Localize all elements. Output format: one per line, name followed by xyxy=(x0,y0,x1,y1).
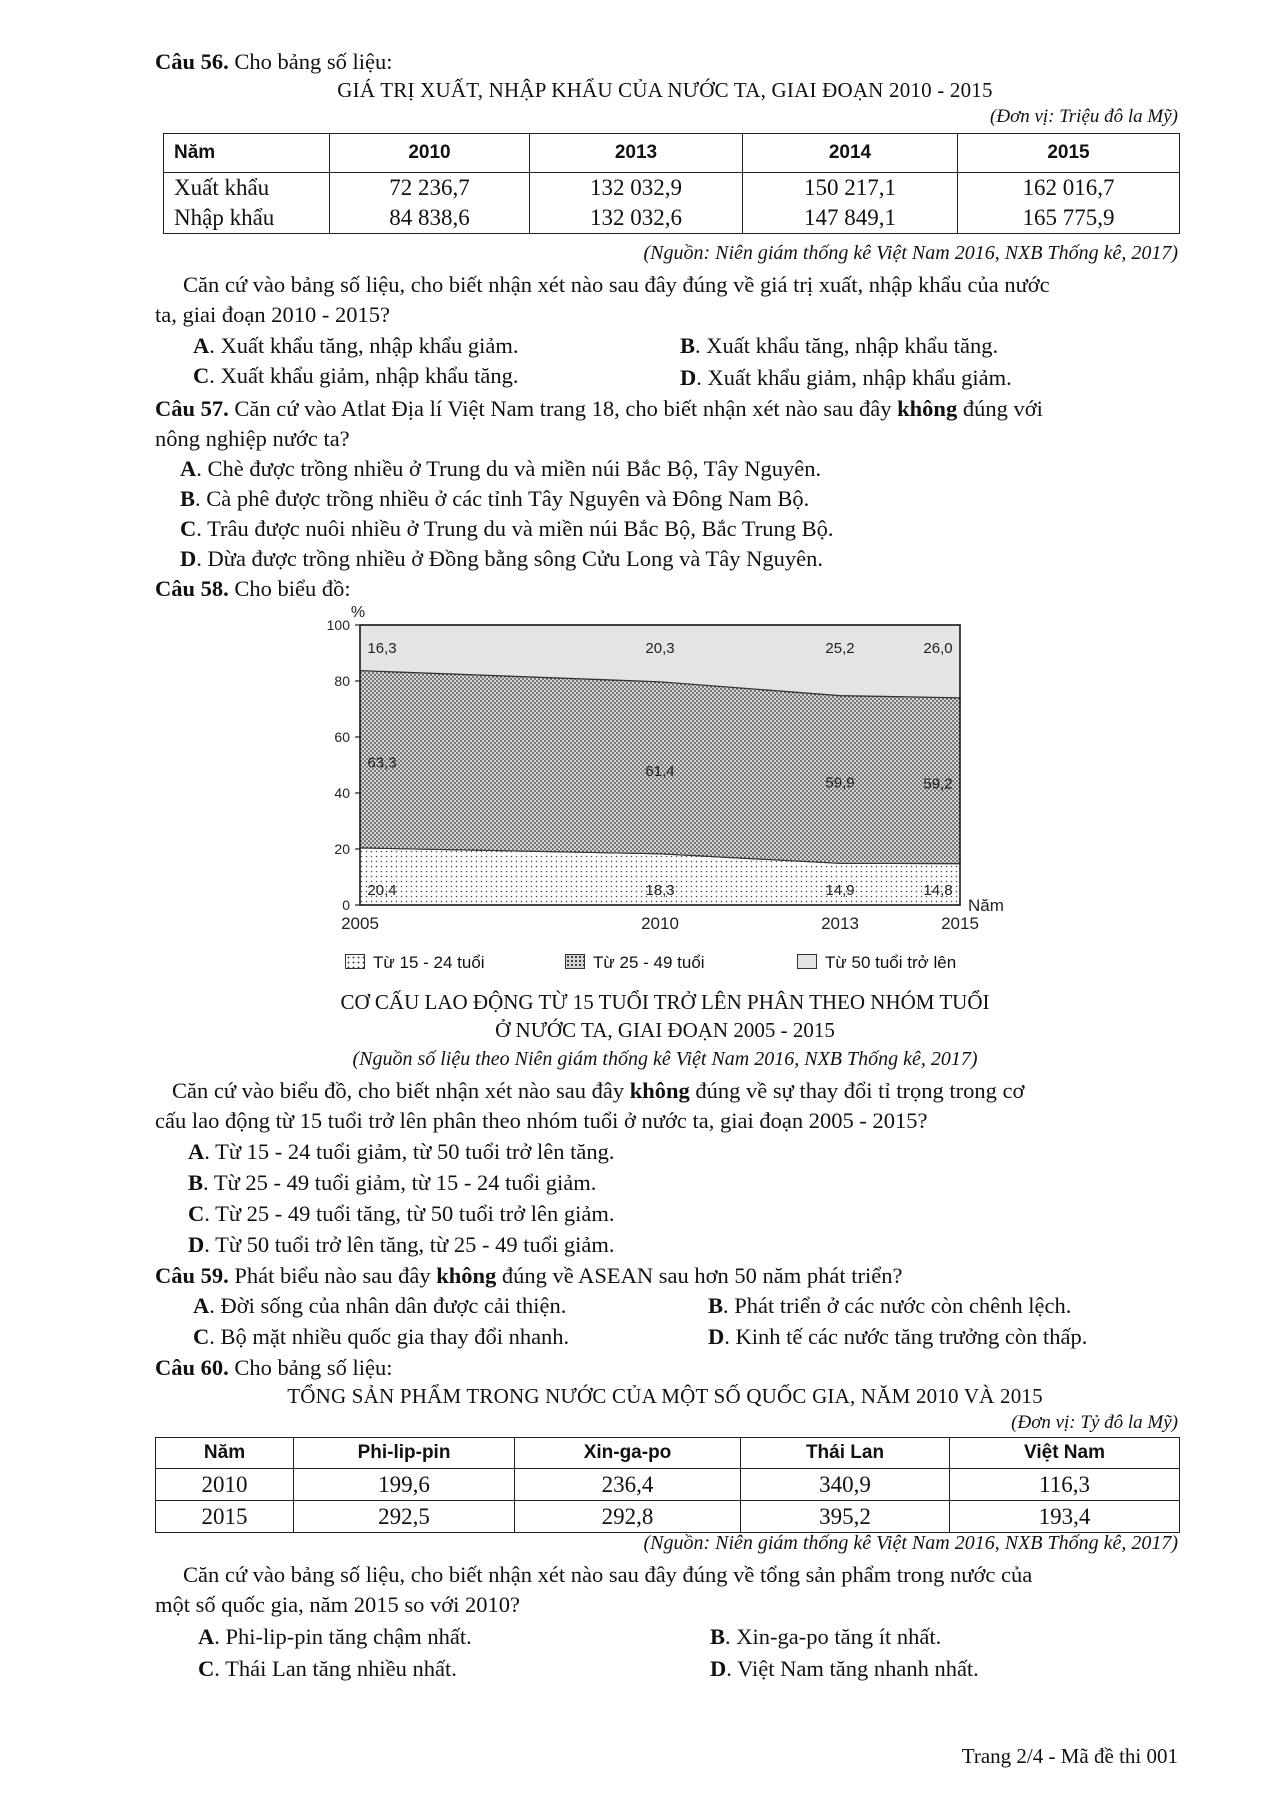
q59-number: Câu 59. xyxy=(155,1263,229,1288)
table-header-cell: Việt Nam xyxy=(950,1438,1180,1469)
q57-text: đúng với xyxy=(962,396,1043,421)
q60-table xyxy=(155,1437,1180,1533)
q59-text: đúng về ASEAN sau hơn 50 năm phát triển? xyxy=(501,1263,903,1288)
q56-option-a xyxy=(193,333,519,359)
q60-option-d xyxy=(710,1656,979,1682)
page-footer: Trang 2/4 - Mã đề thi 001 xyxy=(961,1744,1178,1768)
q56-table-title: GIÁ TRỊ XUẤT, NHẬP KHẨU CỦA NƯỚC TA, GIAI ĐOẠN 2010 - 2015 xyxy=(337,78,993,102)
option-key: C xyxy=(180,516,197,541)
table-cell: 84 838,6 xyxy=(330,203,530,234)
data-label: 18,3 xyxy=(645,882,675,899)
table-header-row xyxy=(164,134,1180,173)
q60-option-b xyxy=(710,1624,941,1650)
table-header-cell: Phi-lip-pin xyxy=(294,1438,515,1469)
y-tick-label: 100 xyxy=(326,617,350,633)
table-cell: 162 016,7 xyxy=(958,173,1180,204)
table-row xyxy=(156,1469,1180,1501)
table-cell: 72 236,7 xyxy=(330,173,530,204)
q58-option-c xyxy=(188,1201,614,1227)
option-text: . Từ 50 tuổi trở lên tăng, từ 25 - 49 tuổi giảm. xyxy=(204,1232,615,1257)
q60-number: Câu 60. xyxy=(155,1355,229,1380)
y-tick-label: 40 xyxy=(334,785,350,801)
q57-option-c xyxy=(180,516,834,542)
q56-question-line2: ta, giai đoạn 2010 - 2015? xyxy=(155,302,390,327)
data-label: 14,9 xyxy=(825,882,855,899)
q58-source: (Nguồn số liệu theo Niên giám thống kê Việt Nam 2016, NXB Thống kê, 2017) xyxy=(352,1048,978,1070)
option-text: . Dừa được trồng nhiều ở Đồng bằng sông Cửu Long và Tây Nguyên. xyxy=(196,546,823,571)
q57-question-line2: nông nghiệp nước ta? xyxy=(155,426,350,451)
data-label: 20,3 xyxy=(645,640,675,657)
data-label: 20,4 xyxy=(367,882,397,899)
q58-chart-title-line1: CƠ CẤU LAO ĐỘNG TỪ 15 TUỔI TRỞ LÊN PHÂN THEO NHÓM TUỔI xyxy=(340,990,990,1014)
y-tick-label: 60 xyxy=(334,729,350,745)
option-text: . Trâu được nuôi nhiều ở Trung du và miền núi Bắc Bộ, Bắc Trung Bộ. xyxy=(196,516,834,541)
q58-option-d xyxy=(188,1232,614,1258)
q56-option-d xyxy=(680,365,1012,391)
q56-heading xyxy=(155,49,393,75)
q58-option-a xyxy=(188,1139,614,1165)
plot-area xyxy=(327,604,1004,933)
option-text: . Thái Lan tăng nhiều nhất. xyxy=(214,1656,457,1681)
table-cell: 116,3 xyxy=(950,1469,1180,1501)
option-text: . Bộ mặt nhiều quốc gia thay đổi nhanh. xyxy=(209,1324,570,1349)
table-cell: 2015 xyxy=(156,1501,294,1533)
option-text: . Phi-lip-pin tăng chậm nhất. xyxy=(214,1624,472,1649)
table-cell: 292,8 xyxy=(515,1501,741,1533)
option-key: D xyxy=(710,1656,727,1681)
option-text: . Đời sống của nhân dân được cải thiện. xyxy=(209,1293,567,1318)
table-cell: 150 217,1 xyxy=(743,173,958,204)
option-text: . Xuất khẩu giảm, nhập khẩu giảm. xyxy=(696,365,1012,390)
legend-label: Từ 15 - 24 tuổi xyxy=(373,953,485,972)
legend-item xyxy=(565,953,705,973)
q58-question-line2: cấu lao động từ 15 tuổi trở lên phân theo nhóm tuổi ở nước ta, giai đoạn 2005 - 2015? xyxy=(155,1108,928,1133)
table-cell: 132 032,6 xyxy=(530,203,743,234)
labour-structure-area-chart xyxy=(300,600,1020,985)
option-text: . Từ 15 - 24 tuổi giảm, từ 50 tuổi trở lên tăng. xyxy=(204,1139,615,1164)
q58-number: Câu 58. xyxy=(155,576,229,601)
option-key: C xyxy=(193,1324,210,1349)
q57-option-b xyxy=(180,486,809,512)
option-key: C xyxy=(198,1656,215,1681)
q56-table xyxy=(163,133,1180,234)
q56-option-b xyxy=(680,333,998,359)
q58-heading xyxy=(155,576,351,602)
table-cell: 292,5 xyxy=(294,1501,515,1533)
option-text: . Từ 25 - 49 tuổi giảm, từ 15 - 24 tuổi giảm. xyxy=(203,1170,597,1195)
option-key: B xyxy=(710,1624,726,1649)
q58-option-b xyxy=(188,1170,596,1196)
table-cell: 193,4 xyxy=(950,1501,1180,1533)
option-key: B xyxy=(680,333,696,358)
table-row xyxy=(164,203,1180,234)
table-cell: 395,2 xyxy=(741,1501,950,1533)
option-text: . Xin-ga-po tăng ít nhất. xyxy=(725,1624,942,1649)
q59-option-a xyxy=(193,1293,566,1319)
option-key: B xyxy=(188,1170,204,1195)
option-key: D xyxy=(188,1232,205,1257)
table-header-cell: 2014 xyxy=(743,134,958,173)
q57-number: Câu 57. xyxy=(155,396,229,421)
option-key: D xyxy=(708,1324,725,1349)
x-tick-label: 2013 xyxy=(821,914,859,933)
option-key: A xyxy=(193,1293,210,1318)
q56-unit: (Đơn vị: Triệu đô la Mỹ) xyxy=(990,106,1178,127)
table-header-row xyxy=(156,1438,1180,1469)
option-text: . Kinh tế các nước tăng trưởng còn thấp. xyxy=(724,1324,1088,1349)
option-key: A xyxy=(180,456,197,481)
q59-emphasis: không xyxy=(436,1263,497,1288)
option-text: . Phát triển ở các nước còn chênh lệch. xyxy=(723,1293,1072,1318)
option-key: B xyxy=(708,1293,724,1318)
option-key: D xyxy=(180,546,197,571)
q56-option-c xyxy=(193,363,519,389)
q60-table-title: TỔNG SẢN PHẨM TRONG NƯỚC CỦA MỘT SỐ QUỐC GIA, NĂM 2010 VÀ 2015 xyxy=(287,1384,1043,1408)
option-key: C xyxy=(188,1201,205,1226)
q57-option-d xyxy=(180,546,823,572)
table-cell: 340,9 xyxy=(741,1469,950,1501)
x-axis-label: Năm xyxy=(968,896,1004,915)
q59-option-c xyxy=(193,1324,569,1350)
table-cell: 199,6 xyxy=(294,1469,515,1501)
legend-swatch xyxy=(565,954,585,969)
data-label: 26,0 xyxy=(923,640,953,657)
q60-heading xyxy=(155,1355,393,1381)
y-tick-label: 80 xyxy=(334,673,350,689)
legend-swatch xyxy=(797,954,817,969)
option-text: . Xuất khẩu giảm, nhập khẩu tăng. xyxy=(209,363,519,388)
option-text: . Việt Nam tăng nhanh nhất. xyxy=(726,1656,979,1681)
q60-question-line2: một số quốc gia, năm 2015 so với 2010? xyxy=(155,1592,520,1617)
q57-emphasis: không xyxy=(897,396,958,421)
table-cell: Nhập khẩu xyxy=(164,203,330,234)
y-tick-label: 0 xyxy=(342,897,350,913)
q57-text: Căn cứ vào Atlat Địa lí Việt Nam trang 18, cho biết nhận xét nào sau đây xyxy=(234,396,892,421)
q60-source: (Nguồn: Niên giám thống kê Việt Nam 2016, NXB Thống kê, 2017) xyxy=(643,1532,1178,1554)
legend-label: Từ 25 - 49 tuổi xyxy=(593,953,705,972)
legend-item xyxy=(345,953,485,973)
table-header-cell: Thái Lan xyxy=(741,1438,950,1469)
table-header-cell: Năm xyxy=(164,134,330,173)
option-key: A xyxy=(193,333,210,358)
table-cell: 2010 xyxy=(156,1469,294,1501)
q60-intro: Cho bảng số liệu: xyxy=(234,1355,393,1380)
q60-unit: (Đơn vị: Tỷ đô la Mỹ) xyxy=(1011,1412,1178,1433)
q58-question-line1 xyxy=(172,1078,1024,1104)
q59-option-b xyxy=(708,1293,1071,1319)
table-header-cell: 2010 xyxy=(330,134,530,173)
y-axis-label: % xyxy=(350,604,366,621)
q56-intro: Cho bảng số liệu: xyxy=(234,49,393,74)
data-label: 63,3 xyxy=(367,754,397,772)
y-tick-label: 20 xyxy=(334,841,350,857)
legend-swatch xyxy=(345,954,365,969)
table-header-cell: Xin-ga-po xyxy=(515,1438,741,1469)
q58-emphasis: không xyxy=(629,1078,690,1103)
table-cell: Xuất khẩu xyxy=(164,173,330,204)
q57-option-a xyxy=(180,456,821,482)
table-cell: 165 775,9 xyxy=(958,203,1180,234)
data-label: 16,3 xyxy=(367,640,397,657)
q60-question-line1: Căn cứ vào bảng số liệu, cho biết nhận xét nào sau đây đúng về tổng sản phẩm trong nước của xyxy=(183,1562,1033,1587)
q57-question-line1 xyxy=(155,396,1043,422)
option-text: . Xuất khẩu tăng, nhập khẩu tăng. xyxy=(695,333,999,358)
table-row xyxy=(156,1501,1180,1533)
data-label: 59,9 xyxy=(825,774,855,792)
q60-option-a xyxy=(198,1624,472,1650)
q58-text: đúng về sự thay đổi tỉ trọng trong cơ xyxy=(695,1078,1025,1103)
option-key: A xyxy=(198,1624,215,1649)
data-label: 59,2 xyxy=(923,775,953,793)
table-cell: 132 032,9 xyxy=(530,173,743,204)
x-tick-label: 2010 xyxy=(641,914,679,933)
legend-item xyxy=(797,953,956,973)
option-text: . Xuất khẩu tăng, nhập khẩu giảm. xyxy=(209,333,519,358)
option-key: B xyxy=(180,486,196,511)
option-key: C xyxy=(193,363,210,388)
option-text: . Chè được trồng nhiều ở Trung du và miền núi Bắc Bộ, Tây Nguyên. xyxy=(196,456,822,481)
q58-intro: Cho biểu đồ: xyxy=(234,576,351,601)
table-row xyxy=(164,173,1180,204)
q59-question xyxy=(155,1263,903,1289)
x-tick-label: 2015 xyxy=(941,914,979,933)
table-cell: 236,4 xyxy=(515,1469,741,1501)
data-label: 14,8 xyxy=(923,882,953,899)
data-label: 25,2 xyxy=(825,640,855,657)
option-key: D xyxy=(680,365,697,390)
legend-label: Từ 50 tuổi trở lên xyxy=(825,953,957,972)
q56-source: (Nguồn: Niên giám thống kê Việt Nam 2016, NXB Thống kê, 2017) xyxy=(643,242,1178,264)
table-cell: 147 849,1 xyxy=(743,203,958,234)
option-key: A xyxy=(188,1139,205,1164)
q60-option-c xyxy=(198,1656,457,1682)
data-label: 61,4 xyxy=(645,762,675,780)
q58-chart-title-line2: Ở NƯỚC TA, GIAI ĐOẠN 2005 - 2015 xyxy=(495,1018,835,1042)
q56-number: Câu 56. xyxy=(155,49,229,74)
x-tick-label: 2005 xyxy=(341,914,379,933)
table-header-cell: 2015 xyxy=(958,134,1180,173)
table-header-cell: Năm xyxy=(156,1438,294,1469)
option-text: . Cà phê được trồng nhiều ở các tỉnh Tây Nguyên và Đông Nam Bộ. xyxy=(195,486,810,511)
q59-option-d xyxy=(708,1324,1087,1350)
table-header-cell: 2013 xyxy=(530,134,743,173)
option-text: . Từ 25 - 49 tuổi tăng, từ 50 tuổi trở lên giảm. xyxy=(204,1201,615,1226)
q56-question-line1: Căn cứ vào bảng số liệu, cho biết nhận xét nào sau đây đúng về giá trị xuất, nhập khẩu của nước xyxy=(183,272,1050,297)
q58-text: Căn cứ vào biểu đồ, cho biết nhận xét nào sau đây xyxy=(172,1078,625,1103)
q59-text: Phát biểu nào sau đây xyxy=(234,1263,431,1288)
